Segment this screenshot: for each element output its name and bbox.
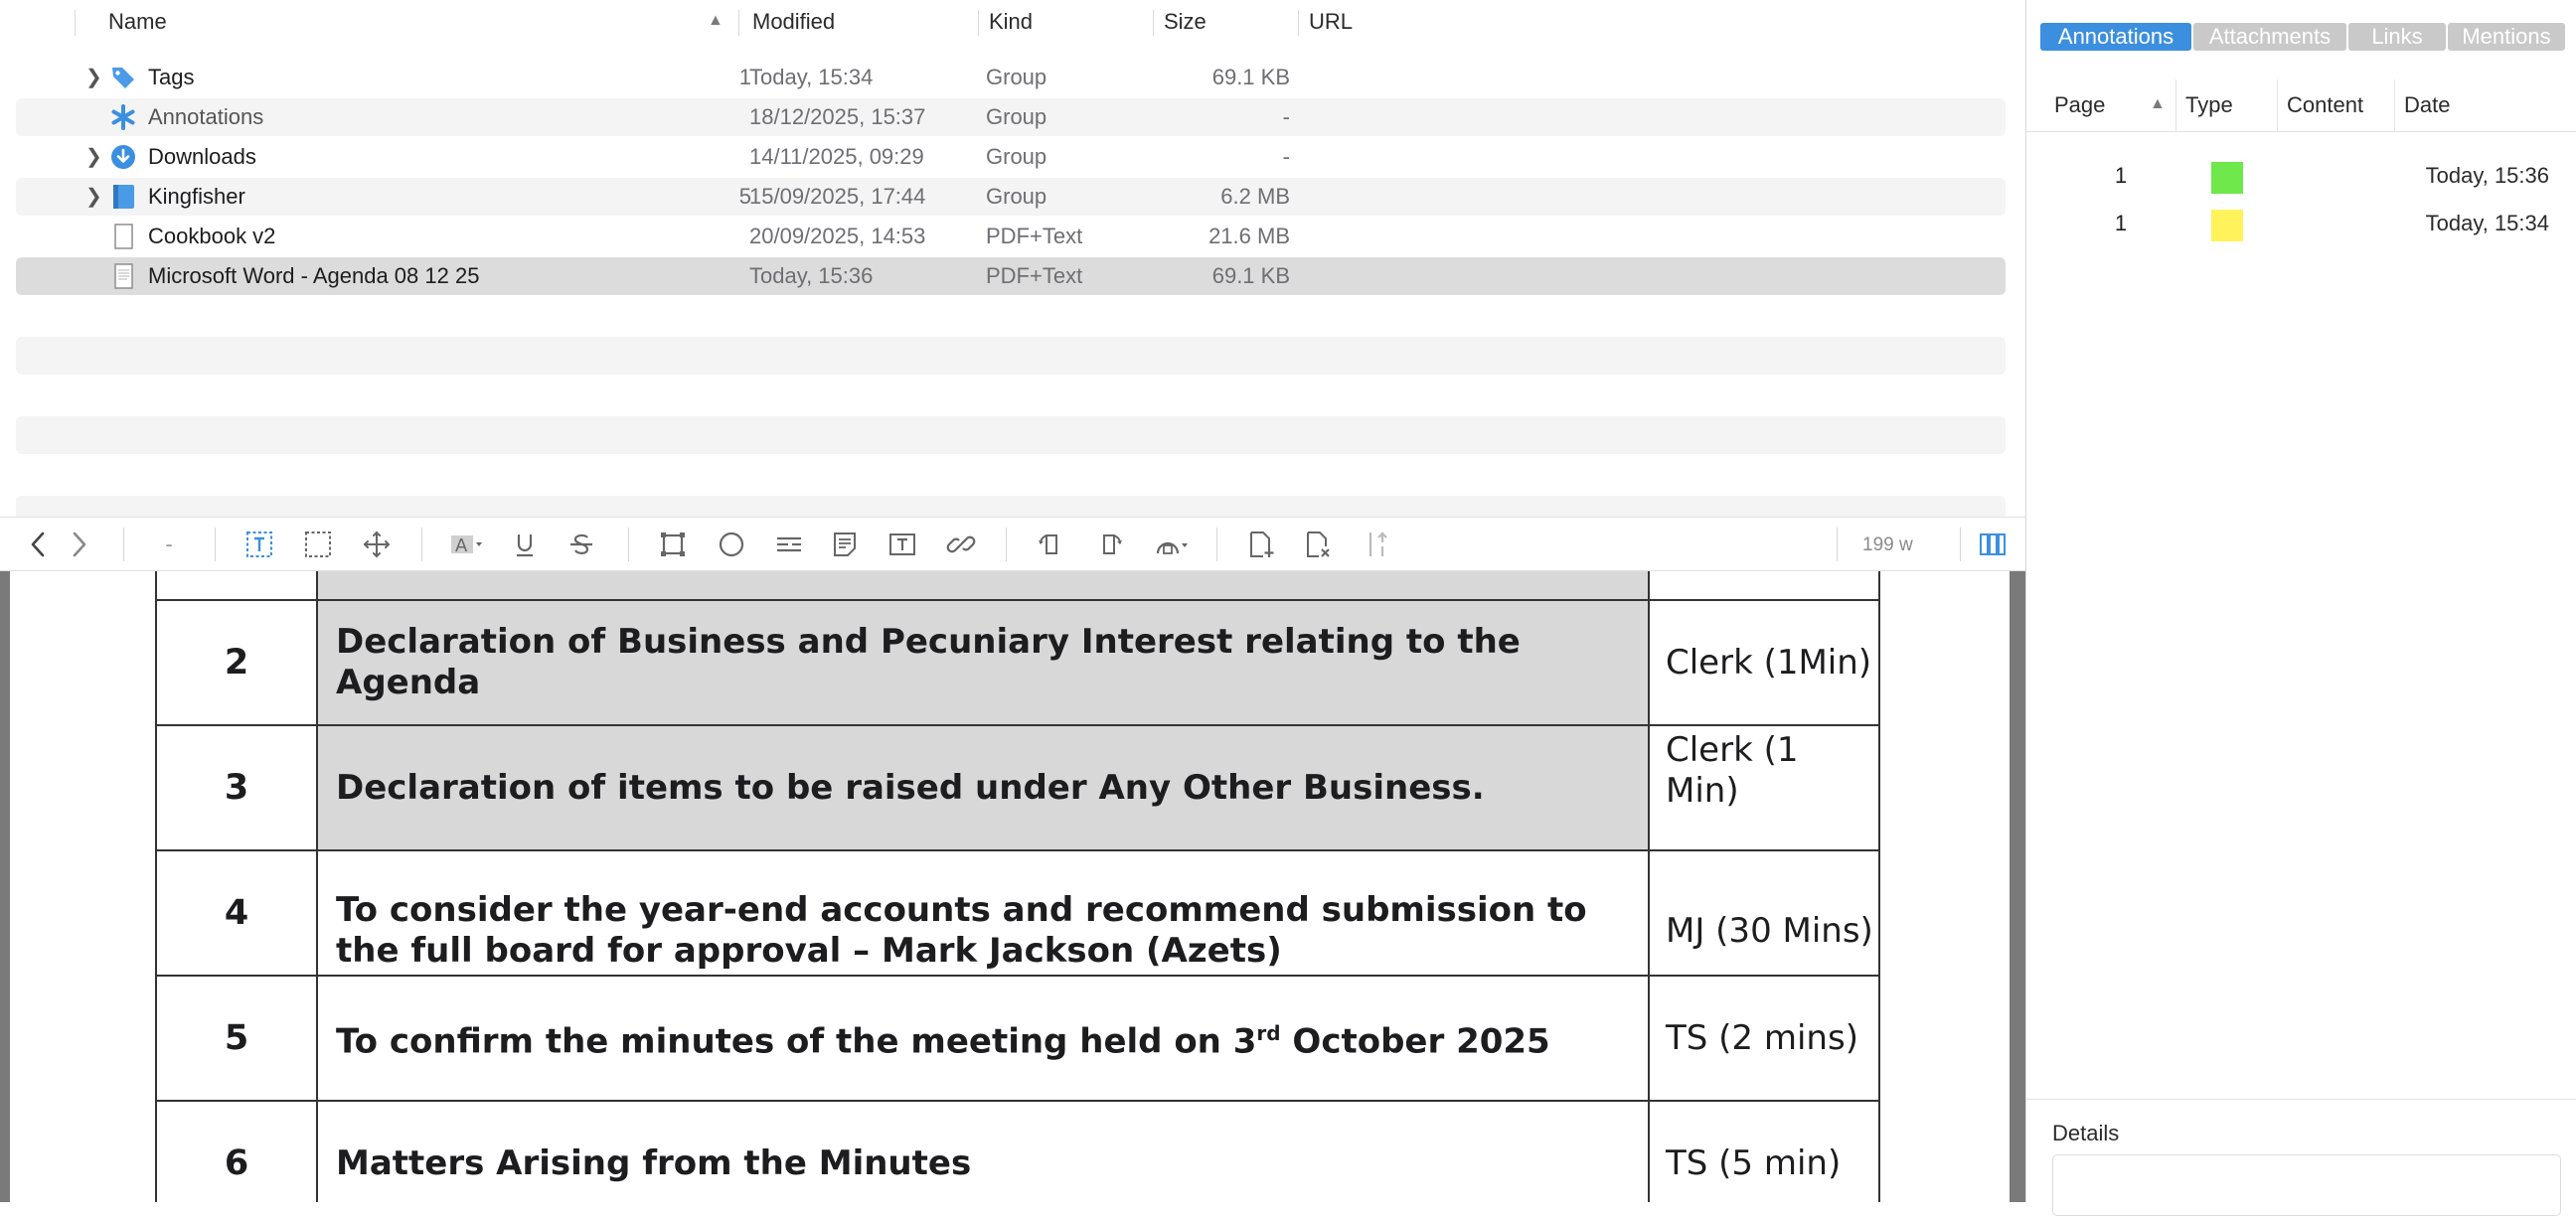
document-icon: [109, 262, 137, 290]
item-number: 4: [156, 850, 317, 976]
highlight-tool-icon[interactable]: [449, 530, 485, 559]
delete-page-icon[interactable]: [1303, 530, 1333, 559]
item-owner: TS (2 mins): [1649, 976, 1879, 1101]
column-name[interactable]: Name: [108, 9, 167, 34]
disclosure-chevron-icon[interactable]: ❯: [85, 146, 102, 168]
svg-text:A: A: [455, 535, 468, 556]
annotation-date: Today, 15:36: [2425, 163, 2549, 188]
highlight-color-swatch: [2211, 162, 2243, 194]
list-item-tags[interactable]: [16, 59, 2006, 96]
list-item-agenda[interactable]: [16, 257, 2006, 295]
item-modified: 15/09/2025, 17:44: [749, 184, 926, 209]
empty-row: [16, 337, 2006, 375]
table-row: [156, 600, 1879, 725]
item-modified: 20/09/2025, 14:53: [749, 224, 926, 248]
line-tool-icon[interactable]: [774, 530, 804, 559]
table-row: [156, 850, 1879, 976]
empty-row: [16, 496, 2006, 517]
column-size[interactable]: Size: [1164, 9, 1207, 34]
table-row: [156, 725, 1879, 850]
item-name: Cookbook v2: [148, 224, 276, 248]
tag-icon: [109, 64, 137, 91]
item-modified: Today, 15:34: [749, 65, 874, 89]
tab-links[interactable]: Links: [2348, 23, 2446, 51]
item-name: Kingfisher: [148, 184, 245, 209]
column-content[interactable]: Content: [2287, 92, 2364, 117]
oval-tool-icon[interactable]: [717, 530, 746, 559]
agenda-table: [155, 571, 1880, 1202]
list-item-cookbook[interactable]: [16, 218, 2006, 255]
pdf-page: [10, 571, 2010, 1202]
inspector-panel: [2025, 0, 2576, 1202]
disclosure-chevron-icon[interactable]: ❯: [85, 67, 102, 88]
tab-annotations[interactable]: Annotations: [2040, 23, 2191, 51]
sort-ascending-icon[interactable]: ▲: [2150, 95, 2166, 112]
insert-page-icon[interactable]: [1246, 530, 1276, 559]
item-owner: Clerk (1 Min): [1649, 725, 1879, 850]
sort-ascending-icon[interactable]: ▲: [708, 12, 724, 29]
forward-arrow-icon[interactable]: [64, 530, 93, 559]
asterisk-icon: [109, 103, 137, 131]
item-kind: Group: [986, 104, 1047, 129]
pdf-toolbar: [0, 517, 2025, 571]
list-item-annotations[interactable]: [16, 98, 2006, 136]
item-count: 1: [738, 65, 751, 89]
rotate-menu-icon[interactable]: [1153, 530, 1191, 559]
list-item-downloads[interactable]: [16, 138, 2006, 176]
rotate-left-icon[interactable]: [1037, 530, 1066, 559]
text-box-tool-icon[interactable]: [887, 530, 917, 559]
item-owner: Clerk (1Min): [1649, 600, 1879, 725]
item-name: Annotations: [148, 104, 264, 129]
details-field[interactable]: [2052, 1154, 2561, 1216]
strikethrough-tool-icon[interactable]: [566, 530, 596, 559]
reading-mode-icon[interactable]: [1978, 530, 2008, 559]
tab-mentions[interactable]: Mentions: [2448, 23, 2565, 51]
item-kind: PDF+Text: [986, 263, 1083, 288]
annotation-page: 1: [2114, 211, 2128, 235]
item-name: Downloads: [148, 144, 256, 169]
item-kind: Group: [986, 65, 1047, 89]
link-tool-icon[interactable]: [946, 530, 976, 559]
disclosure-chevron-icon[interactable]: ❯: [85, 186, 102, 208]
agenda-item: Matters Arising from the Minutes: [317, 1101, 1649, 1202]
item-number: 2: [156, 600, 317, 725]
tab-attachments[interactable]: Attachments: [2193, 23, 2346, 51]
annotations-column-header: [2026, 79, 2576, 132]
empty-row: [16, 416, 2006, 454]
move-tool-icon[interactable]: [362, 530, 392, 559]
rectangle-tool-icon[interactable]: [658, 530, 688, 559]
annotation-row[interactable]: [2026, 201, 2576, 246]
item-kind: Group: [986, 144, 1047, 169]
download-icon: [109, 143, 137, 171]
item-count: 5: [738, 184, 751, 209]
item-owner: MJ (30 Mins): [1649, 850, 1879, 976]
table-row: [156, 976, 1879, 1101]
underline-tool-icon[interactable]: [510, 530, 540, 559]
item-name: Microsoft Word - Agenda 08 12 25: [148, 263, 480, 288]
agenda-item: To consider the year-end accounts and recommend submission to the full board for approval – Mark Jackson (Azets): [317, 850, 1649, 976]
note-tool-icon[interactable]: [830, 530, 860, 559]
item-number: 5: [156, 976, 317, 1101]
agenda-item: To confirm the minutes of the meeting held on 3rd October 2025: [317, 976, 1649, 1101]
agenda-item: Declaration of Business and Pecuniary Interest relating to the Agenda: [317, 600, 1649, 725]
document-icon: [109, 223, 137, 250]
agenda-item: Declaration of items to be raised under Any Other Business.: [317, 725, 1649, 850]
column-page[interactable]: Page: [2054, 92, 2106, 117]
item-size: 21.6 MB: [1208, 224, 1290, 248]
column-modified[interactable]: Modified: [752, 9, 836, 34]
list-item-kingfisher[interactable]: [16, 178, 2006, 216]
table-row: [156, 1101, 1879, 1202]
item-modified: 14/11/2025, 09:29: [749, 144, 924, 169]
word-count: 199 w: [1862, 534, 1913, 555]
item-size: 69.1 KB: [1211, 65, 1290, 89]
item-size: 69.1 KB: [1211, 263, 1290, 288]
page-indicator: -: [165, 532, 173, 556]
book-icon: [109, 183, 137, 211]
split-page-icon[interactable]: [1362, 530, 1391, 559]
item-name: Tags: [148, 65, 195, 89]
column-header: [0, 0, 2025, 44]
file-browser: [0, 0, 2025, 517]
column-type[interactable]: Type: [2185, 92, 2233, 117]
back-arrow-icon[interactable]: [24, 530, 54, 559]
marquee-select-icon[interactable]: [303, 530, 333, 559]
annotation-row[interactable]: [2026, 153, 2576, 199]
pdf-viewer[interactable]: [0, 571, 2025, 1202]
annotation-date: Today, 15:34: [2425, 211, 2549, 235]
annotation-page: 1: [2114, 163, 2128, 188]
highlight-color-swatch: [2211, 210, 2243, 241]
item-owner: TS (5 min): [1649, 1101, 1879, 1202]
item-number: 6: [156, 1101, 317, 1202]
item-modified: Today, 15:36: [749, 263, 874, 288]
column-kind[interactable]: Kind: [989, 9, 1034, 34]
item-kind: PDF+Text: [986, 224, 1083, 248]
item-modified: 18/12/2025, 15:37: [749, 104, 926, 129]
table-row: [156, 571, 1879, 600]
item-size: -: [1282, 104, 1290, 129]
rotate-right-icon[interactable]: [1094, 530, 1124, 559]
text-select-icon[interactable]: [244, 530, 274, 559]
item-number: 3: [156, 725, 317, 850]
details-label: Details: [2052, 1121, 2120, 1145]
column-date[interactable]: Date: [2404, 92, 2451, 117]
column-url[interactable]: URL: [1309, 9, 1354, 34]
item-size: 6.2 MB: [1220, 184, 1290, 209]
item-kind: Group: [986, 184, 1047, 209]
item-size: -: [1282, 144, 1290, 169]
